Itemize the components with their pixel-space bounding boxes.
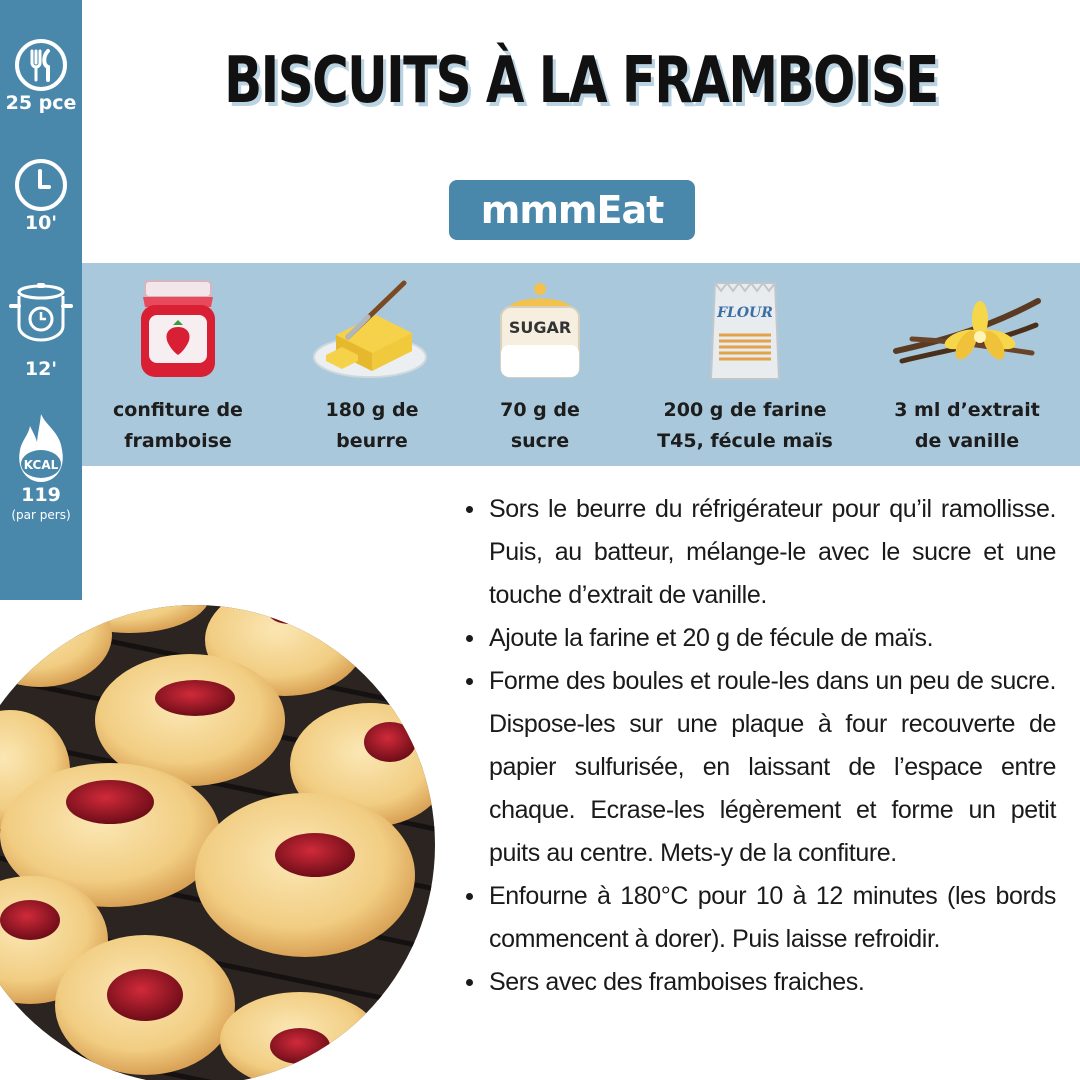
fork-knife-icon <box>14 38 68 92</box>
instruction-step: Enfourne à 180°C pour 10 à 12 minutes (les bords commencent à dorer). Puis laisse refroidir. <box>466 875 1056 961</box>
ingredient-sugar-label: 70 g de sucre <box>500 399 580 452</box>
ingredient-sugar <box>462 263 618 466</box>
ingredient-vanilla-label: 3 ml d’extrait de vanille <box>894 399 1040 452</box>
cooking-pot-icon <box>8 282 74 344</box>
portions-value: 25 pce <box>5 92 77 114</box>
flour-bag-label: FLOUR <box>717 305 773 321</box>
calories-value: 119 <box>21 484 61 506</box>
butter-icon <box>312 275 432 385</box>
calories-stat <box>0 412 82 522</box>
instruction-step: Sors le beurre du réfrigérateur pour qu’il ramollisse. Puis, au batteur, mélange-le avec le sucre et une touche d’extrait de vanille. <box>466 488 1056 617</box>
sugar-jar-icon <box>495 275 585 385</box>
portions-stat <box>0 38 82 114</box>
ingredient-jam <box>82 263 274 466</box>
ingredient-flour-label: 200 g de farine T45, fécule maïs <box>657 399 833 452</box>
vanilla-icon <box>892 291 1042 381</box>
sugar-jar-label: SUGAR <box>508 318 572 337</box>
clock-icon <box>14 158 68 212</box>
prep-time-value: 10' <box>24 212 58 234</box>
recipe-stats-sidebar <box>0 0 82 600</box>
kcal-badge: KCAL <box>23 458 59 472</box>
cook-time-value: 12' <box>24 358 58 380</box>
cookies-photo <box>0 570 440 1080</box>
instruction-step: Ajoute la farine et 20 g de fécule de maïs. <box>466 617 1056 660</box>
ingredient-butter-label: 180 g de beurre <box>325 399 419 452</box>
ingredients-band <box>82 263 1080 466</box>
recipe-title: BISCUITS À LA FRAMBOISE <box>224 44 938 118</box>
kcal-flame-icon <box>10 412 72 484</box>
ingredient-jam-label: confiture de framboise <box>113 399 243 452</box>
ingredient-flour <box>638 263 852 466</box>
jam-jar-icon <box>133 275 223 385</box>
instruction-step: Sers avec des framboises fraiches. <box>466 961 1056 1004</box>
flour-bag-icon <box>705 275 785 387</box>
brand-logo: mmmEat <box>449 180 695 240</box>
cook-time-stat <box>0 282 82 380</box>
prep-time-stat <box>0 158 82 234</box>
calories-unit: (par pers) <box>11 508 71 522</box>
ingredient-butter <box>282 263 462 466</box>
instructions-list <box>466 488 1056 1004</box>
instruction-step: Forme des boules et roule-les dans un peu de sucre. Dispose-les sur une plaque à four recouverte de papier sulfurisée, en laissant de l’espace entre chaque. Ecrase-les légèrement et forme un petit puits au centre. Mets-y de la confiture. <box>466 660 1056 875</box>
ingredient-vanilla <box>872 263 1062 466</box>
